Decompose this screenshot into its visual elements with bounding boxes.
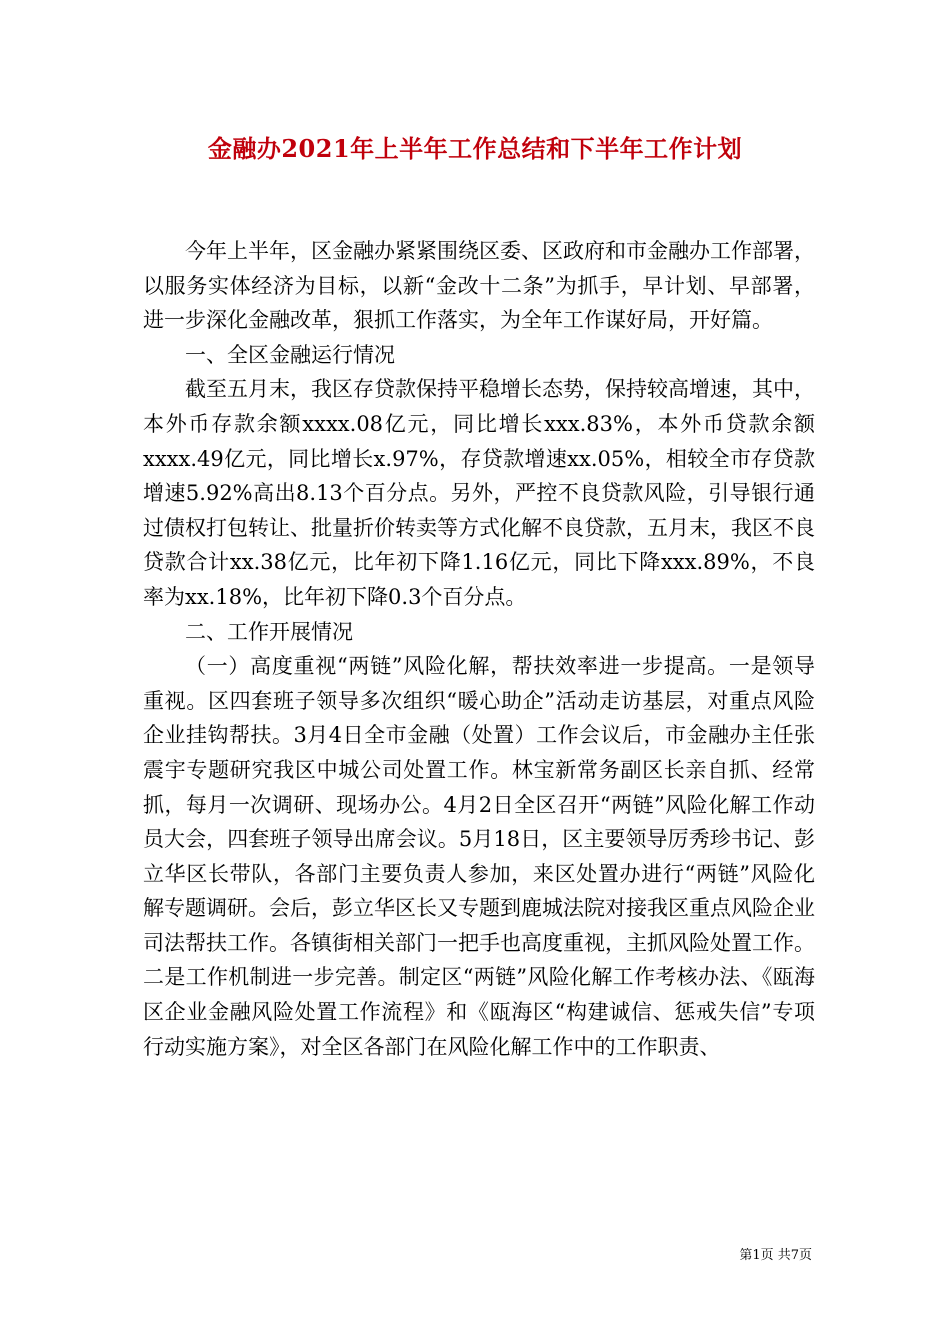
intro-paragraph: 今年上半年，区金融办紧紧围绕区委、区政府和市金融办工作部署，以服务实体经济为目标，以新“金改十二条”为抓手，早计划、早部署，进一步深化金融改革，狠抓工作落实，为全年工作谋好局，开好篇。 xyxy=(143,239,815,333)
work-progress-paragraph: （一）高度重视“两链”风险化解，帮扶效率进一步提高。一是领导重视。区四套班子领导多次组织“暖心助企”活动走访基层，对重点风险企业挂钩帮扶。3月4日全市金融（处置）工作会议后，市金融办主任张震宇专题研究我区中城公司处置工作。林宝新常务副区长亲自抓、经常抓，每月一次调研、现场办公。4月2日全区召开“两链”风险化解工作动员大会，四套班子领导出席会议。5月18日，区主要领导厉秀珍书记、彭立华区长带队，各部门主要负责人参加，来区处置办进行“两链”风险化解专题调研。会后，彭立华区长又专题到鹿城法院对接我区重点风险企业司法帮扶工作。各镇街相关部门一把手也高度重视，主抓风险处置工作。二是工作机制进一步完善。制定区“两链”风险化解工作考核办法、《瓯海区企业金融风险处置工作流程》和《瓯海区“构建诚信、惩戒失信”专项行动实施方案》，对全区各部门在风险化解工作中的工作职责、 xyxy=(143,654,815,1059)
section-heading-1: 一、全区金融运行情况 xyxy=(185,342,395,367)
document-body xyxy=(143,234,815,1064)
document-title: 金融办2021年上半年工作总结和下半年工作计划 xyxy=(207,134,743,163)
section-heading-2: 二、工作开展情况 xyxy=(185,619,353,644)
finance-operation-paragraph: 截至五月末，我区存贷款保持平稳增长态势，保持较高增速，其中，本外币存款余额xxxx.08亿元，同比增长xxx.83%，本外币贷款余额xxxx.49亿元，同比增长x.97%，存贷款增速xx.05%，相较全市存贷款增速5.92%高出8.13个百分点。另外，严控不良贷款风险，引导银行通过债权打包转让、批量折价转卖等方式化解不良贷款，五月末，我区不良贷款合计xx.38亿元，比年初下降1.16亿元，同比下降xxx.89%，不良率为xx.18%，比年初下降0.3个百分点。 xyxy=(143,377,816,609)
page-number: 第1页 共7页 xyxy=(739,1248,812,1263)
